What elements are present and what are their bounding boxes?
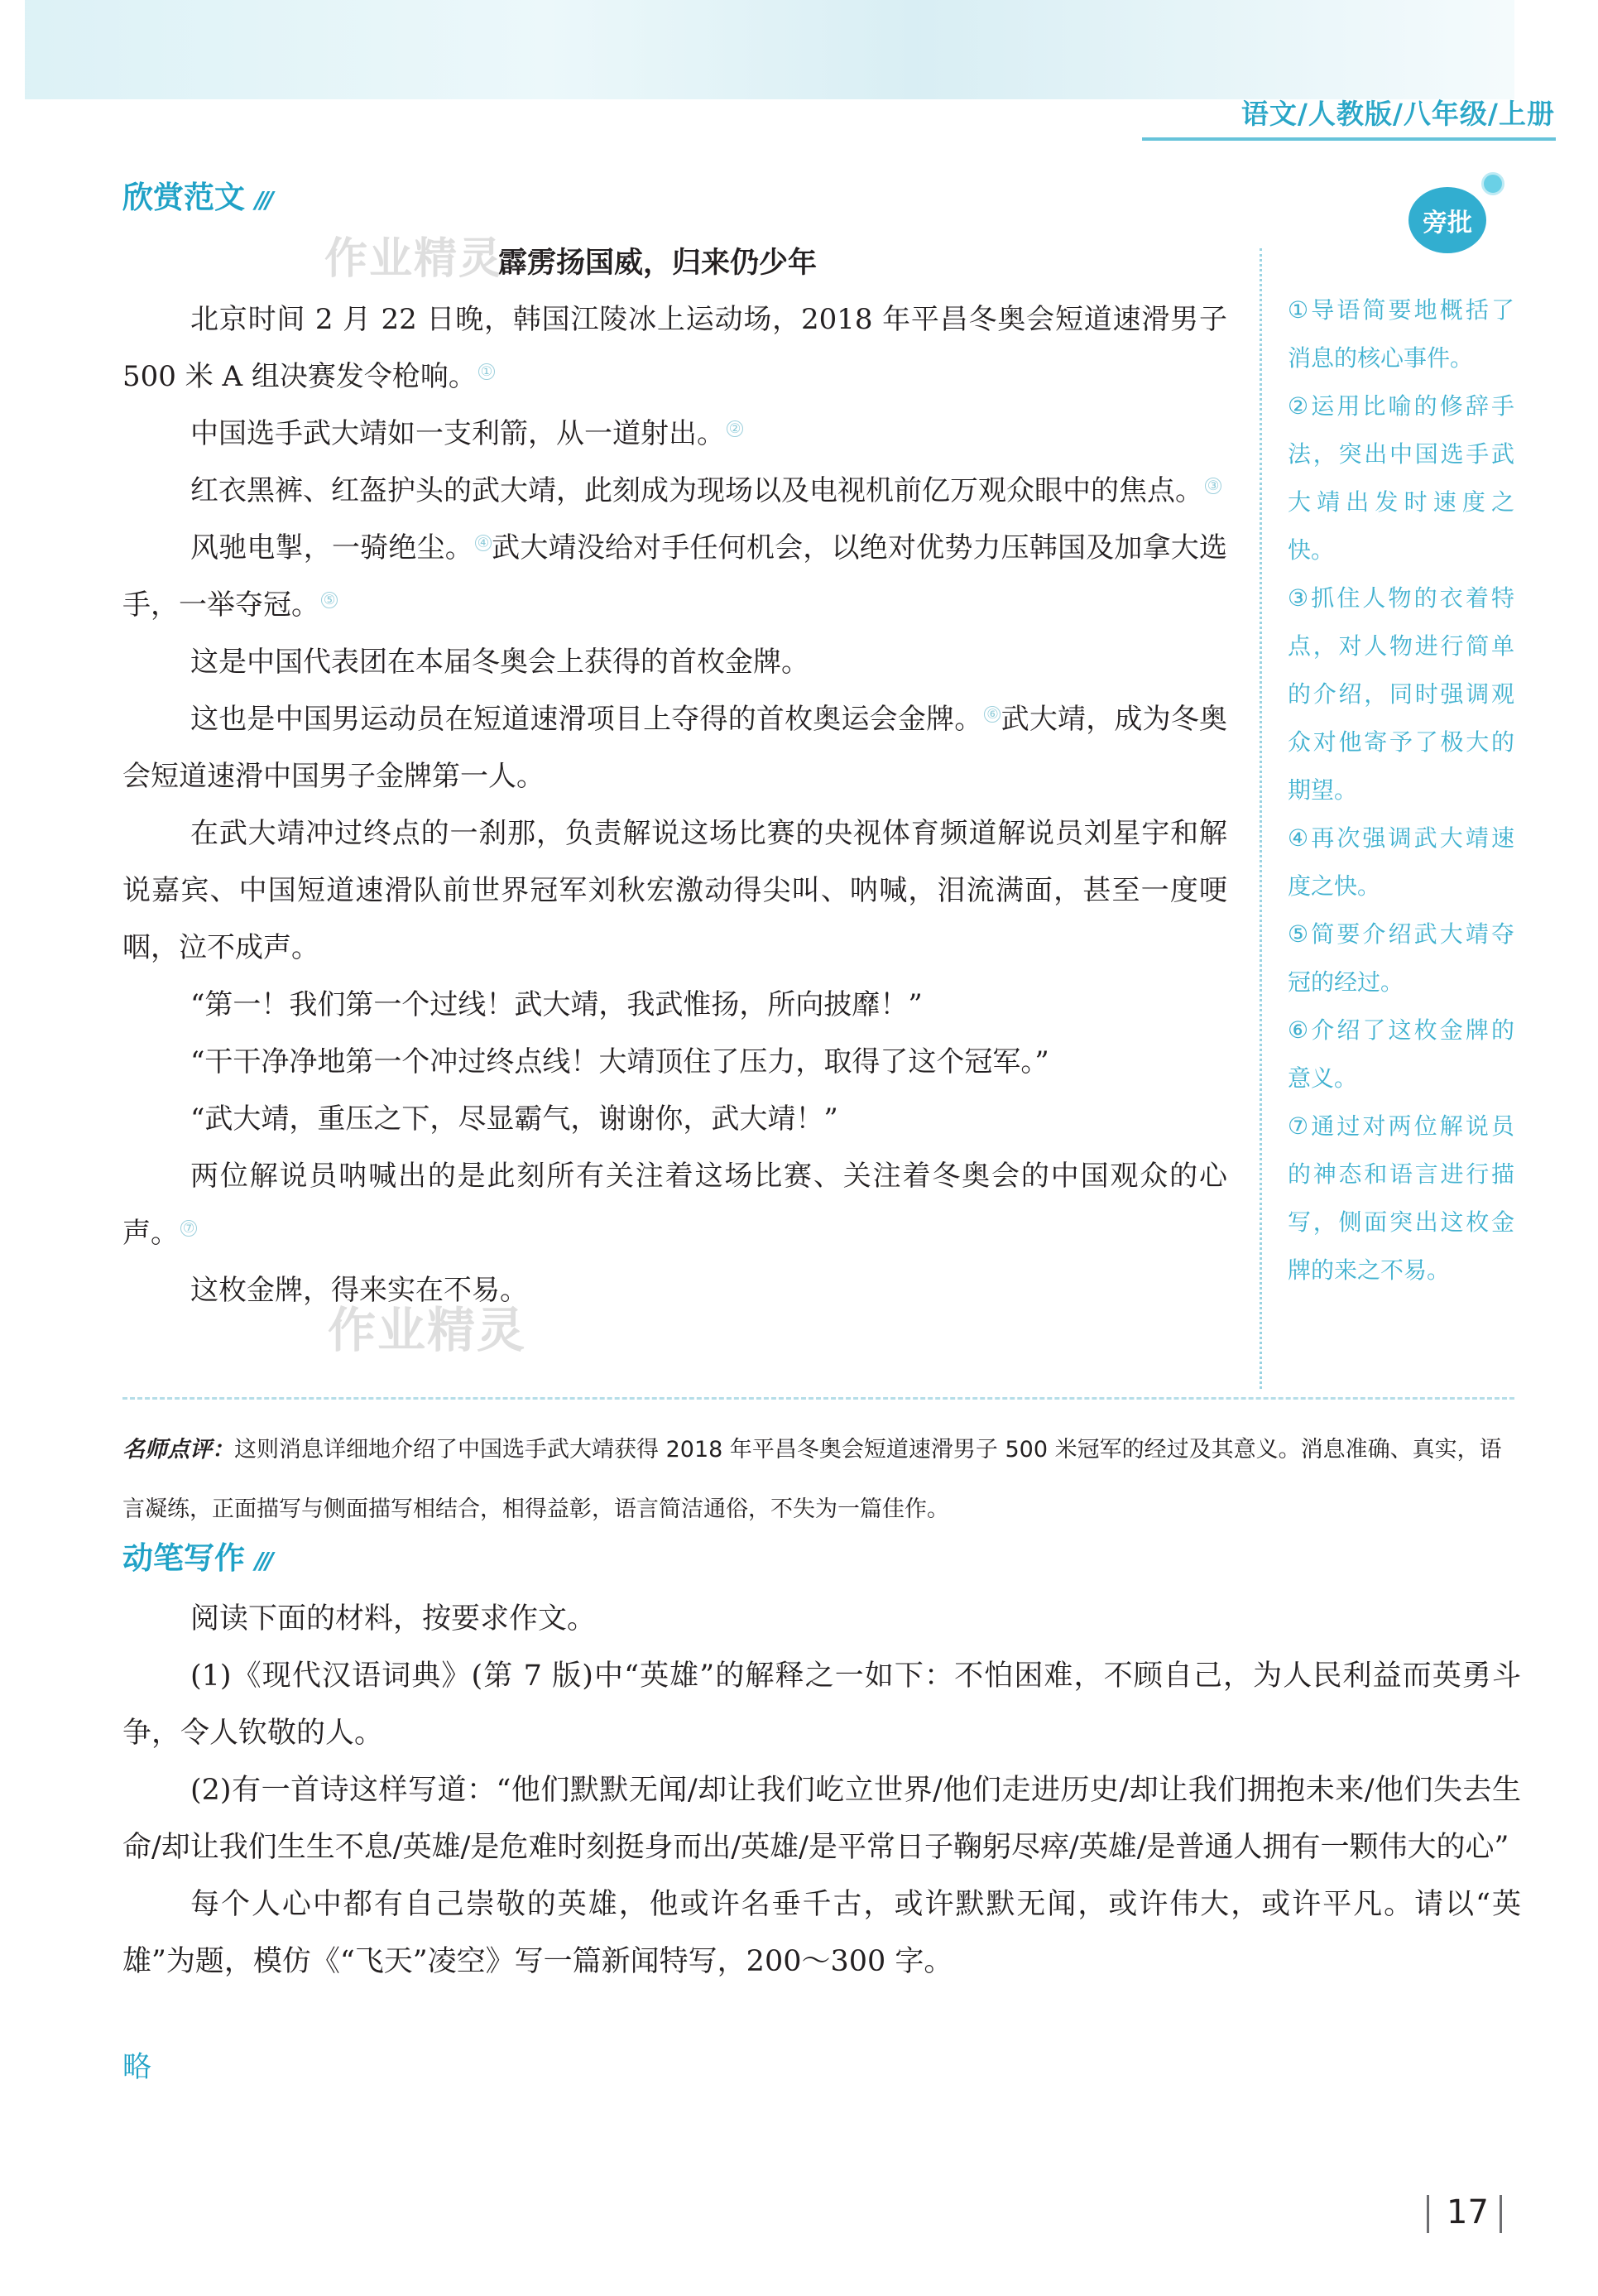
side-note: ⑦通过对两位解说员的神态和语言进行描写，侧面突出这枚金牌的来之不易。	[1288, 1112, 1514, 1284]
article-paragraph: 中国选手武大靖如一支利箭，从一道射出。 ②	[122, 406, 1227, 463]
article-paragraph: “第一！我们第一个过线！武大靖，我武惟扬，所向披靡！”	[190, 988, 923, 1021]
section-title-appreciation	[122, 172, 271, 217]
section-title-text: 动笔写作	[122, 1540, 245, 1576]
task-paragraph: 阅读下面的材料，按要求作文。	[190, 1602, 597, 1636]
article-paragraph: 北京时间 2 月 22 日晚，韩国江陵冰上运动场，2018 年平昌冬奥会短道速滑男子 500 米 A 组决赛发令枪响。 ①	[122, 303, 1227, 393]
comment-text: 这则消息详细地介绍了中国选手武大靖获得 2018 年平昌冬奥会短道速滑男子 500 米冠军的经过及其意义。消息准确、真实，语言凝练，正面描写与侧面描写相结合，相得益彰，语言简洁通俗，不失为一篇佳作。	[122, 1437, 1502, 1522]
header-band	[25, 0, 1514, 99]
section-slashes: ///	[255, 1547, 271, 1574]
header-underline	[1142, 137, 1556, 141]
section-title-writing	[122, 1533, 271, 1578]
article-paragraph: 这枚金牌，得来实在不易。	[190, 1274, 528, 1307]
writing-task	[122, 1591, 1521, 1991]
article-body	[122, 291, 1227, 1319]
teacher-comment	[122, 1420, 1521, 1539]
side-note: ②运用比喻的修辞手法，突出中国选手武大靖出发时速度之快。	[1288, 392, 1514, 564]
annotation-marker: ⑦	[180, 1220, 197, 1237]
article-paragraph: 这也是中国男运动员在短道速滑项目上夺得的首枚奥运会金牌。 ⑥武大靖，成为冬奥会短道速滑中国男子金牌第一人。	[122, 703, 1228, 793]
watermark-top: 作业精灵	[324, 234, 504, 284]
side-note: ③抓住人物的衣着特点，对人物进行简单的介绍，同时强调观众对他寄予了极大的期望。	[1288, 584, 1514, 804]
task-paragraph: 每个人心中都有自己崇敬的英雄，他或许名垂千古，或许默默无闻，或许伟大，或许平凡。请以“英雄”为题，模仿《“飞天”凌空》写一篇新闻特写，200～300 字。	[122, 1888, 1521, 1978]
page-number-bar-right	[1500, 2195, 1502, 2233]
side-note: ⑥介绍了这枚金牌的意义。	[1288, 1016, 1514, 1092]
article-paragraph: 红衣黑裤、红盔护头的武大靖，此刻成为现场以及电视机前亿万观众眼中的焦点。 ③	[122, 463, 1227, 520]
page-number-bar-left	[1427, 2195, 1429, 2233]
article-paragraph: “干干净净地第一个冲过终点线！大靖顶住了压力，取得了这个冠军。”	[190, 1045, 1049, 1078]
page-number: 17	[1447, 2193, 1489, 2231]
annotation-marker: ③	[1205, 478, 1221, 494]
answer-text: 略	[122, 2051, 152, 2084]
article-paragraph: 两位解说员呐喊出的是此刻所有关注着这场比赛、关注着冬奥会的中国观众的心声。 ⑦	[122, 1160, 1227, 1250]
article-paragraph: 在武大靖冲过终点的一刹那，负责解说这场比赛的央视体育频道解说员刘星宇和解说嘉宾、中国短道速滑队前世界冠军刘秋宏激动得尖叫、呐喊，泪流满面，甚至一度哽咽，泣不成声。	[122, 817, 1227, 964]
section-title-text: 欣赏范文	[122, 180, 245, 215]
watermark-bottom: 作业精灵	[328, 1302, 527, 1358]
article-title: 霹雳扬国威，归来仍少年	[498, 247, 818, 280]
task-paragraph: (1)《现代汉语词典》(第 7 版)中“英雄”的解释之一如下：不怕困难，不顾自己，为人民利益而英勇斗争，令人钦敬的人。	[122, 1660, 1521, 1750]
comment-label: 名师点评：	[122, 1437, 234, 1463]
sidebar-divider	[1260, 248, 1262, 1389]
article-paragraph: 这是中国代表团在本届冬奥会上获得的首枚金牌。	[190, 646, 809, 679]
article-paragraph: “武大靖，重压之下，尽显霸气，谢谢你，武大靖！”	[190, 1102, 838, 1136]
annotation-marker: ④	[475, 535, 492, 551]
task-paragraph: (2)有一首诗这样写道：“他们默默无闻/却让我们屹立世界/他们走进历史/却让我们拥抱未来/他们失去生命/却让我们生生不息/英雄/是危难时刻挺身而出/英雄/是平常日子鞠躬尽瘁/英雄/是普通人拥有一颗伟大的心”	[122, 1774, 1521, 1864]
section-slashes: ///	[255, 186, 271, 214]
side-notes	[1288, 286, 1514, 1295]
side-note: ⑤简要介绍武大靖夺冠的经过。	[1288, 920, 1514, 996]
annotation-marker: ⑤	[321, 592, 338, 608]
article-paragraph: 风驰电掣，一骑绝尘。 ④武大靖没给对手任何机会，以绝对优势力压韩国及加拿大选手，一举夺冠。 ⑤	[122, 531, 1228, 622]
book-info-tag: 语文/人教版/八年级/上册	[1240, 98, 1555, 130]
dashed-divider	[122, 1397, 1514, 1400]
annotation-marker: ②	[727, 420, 743, 437]
badge-dot-icon	[1481, 172, 1504, 195]
annotation-marker: ⑥	[984, 706, 1001, 723]
annotation-marker: ①	[478, 363, 495, 380]
side-note: ④再次强调武大靖速度之快。	[1288, 824, 1514, 900]
sidebar-badge: 旁批	[1408, 187, 1486, 253]
side-note: ①导语简要地概括了消息的核心事件。	[1288, 296, 1514, 372]
